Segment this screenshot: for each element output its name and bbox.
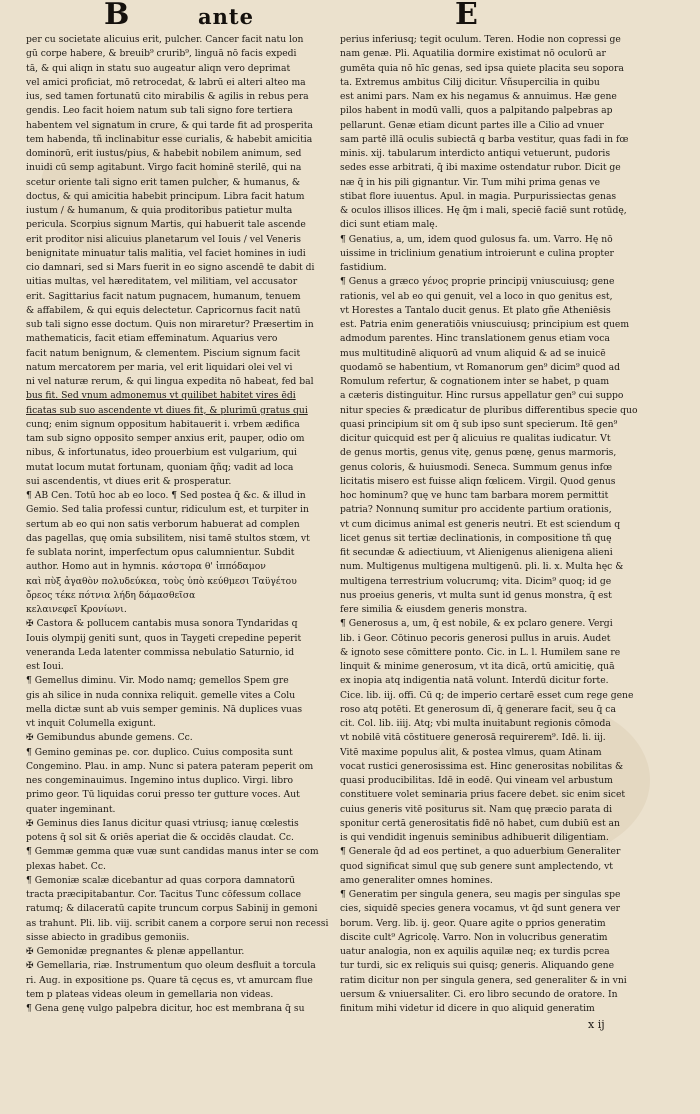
text-line: nam genæ. Pli. Aquatilia dormire existimat nō oculorū ar bbox=[340, 48, 606, 60]
text-line: vt Horestes a Tantalo ducit genus. Et plato gñe Atheniēsis bbox=[340, 304, 611, 316]
text-line: cuius generis vitē positurus sit. Nam quę præcio parata di bbox=[340, 803, 613, 815]
text-line: nitur species & prædicatur de pluribus differentibus specie quo bbox=[340, 404, 638, 416]
text-line: licitatis misero est fuisse aliqn fœlicem. Virgil. Quod genus bbox=[340, 475, 616, 487]
text-line: tur turdi, sic ex reliquis sui quisq; generis. Aliquando gene bbox=[340, 960, 615, 972]
text-line: facit natum benignum, & clementem. Piscium signum facit bbox=[26, 347, 301, 359]
text-line: a cæteris distinguitur. Hinc rursus appellatur gen⁹ cui suppo bbox=[340, 390, 624, 402]
header-left-letter: B bbox=[104, 0, 130, 32]
text-line: cio damnari, sed si Mars fuerit in eo signo ascendē te dabit di bbox=[26, 262, 315, 273]
text-line: uitias multas, vel hæreditatem, vel militiam, vel accusator bbox=[26, 276, 298, 288]
text-line: dicitur quicquid est per q̄ alicuius re qualitas iudicatur. Vt bbox=[340, 433, 611, 444]
text-line: author. Homo aut in hymnis. κάστορα θ' ἱππόδαμον bbox=[26, 561, 266, 573]
text-line: natum mercatorem per maria, vel erit liquidari olei vel vi bbox=[26, 361, 293, 373]
text-line: stibat flore iuuentus. Apul. in magia. Purpurissiectas genas bbox=[340, 190, 617, 202]
text-line: sertum ab eo qui non satis verborum habuerat ad complen bbox=[26, 518, 300, 530]
text-line: tam sub signo opposito semper anxius erit, pauper, odio om bbox=[26, 433, 305, 444]
text-line: næ q̄ in his pili gignantur. Vir. Tum mihi prima genas ve bbox=[340, 176, 601, 188]
text-line: as trahunt. Pli. lib. viij. scribit canem a corpore serui non recessi bbox=[26, 917, 329, 929]
text-line: ¶ Gena genę vulgo palpebra dicitur, hoc est membrana q̄ su bbox=[26, 1003, 305, 1014]
text-line: ¶ Generosus a, um, q̄ est nobile, & ex pclaro genere. Vergi bbox=[340, 618, 613, 630]
text-line: vt nobilē vitā cōstituere generosā requirerem⁹. Idē. li. iij. bbox=[340, 732, 606, 744]
text-line: constituere volet seminaria prius facere debet. sic enim sicet bbox=[340, 789, 626, 801]
text-line: nibus, & infortunatus, ideo prouerbium est vulgarium, qui bbox=[26, 447, 297, 459]
text-line: Iouis olympij geniti sunt, quos in Taygeti crepedine peperit bbox=[26, 632, 302, 644]
text-line: mathematicis, facit etiam effeminatum. Aquarius vero bbox=[26, 333, 278, 345]
text-line: κελαινεφεῖ Κρονίωνι. bbox=[26, 604, 127, 615]
text-line: ratim dicitur non per singula genera, sed generaliter & in vni bbox=[340, 974, 627, 986]
text-line: ✠ Gemonidæ pregnantes & plenæ appellantur. bbox=[26, 946, 245, 957]
text-line: gendis. Leo facit hoiem natum sub tali signo fore tertiera bbox=[26, 105, 293, 117]
text-line: uatur analogia, non ex aquilis aquilæ neq; ex turdis pcrea bbox=[340, 946, 610, 957]
signature-mark: x ij bbox=[588, 1018, 605, 1031]
text-line: inuidi cū semp agitabunt. Virgo facit hominē sterilē, qui na bbox=[26, 162, 302, 174]
text-line: num. Multigenus multigena multigenū. pli. li. x. Multa hęc & bbox=[340, 561, 624, 573]
text-line: ✠ Gemibundus abunde gemens. Cc. bbox=[26, 732, 193, 744]
text-line: Vitē maxime populus alit, & postea vlmus, quam Atinam bbox=[340, 746, 602, 758]
text-line: benignitate minuatur talis malitia, vel faciet homines in iudi bbox=[26, 247, 306, 259]
text-line: das pagellas, quę omia subsilitem, nisi tamē stultos stœm, vt bbox=[26, 532, 310, 544]
text-line: quasi principium sit om q̄ sub ipso sunt specierum. Itē gen⁹ bbox=[340, 418, 618, 430]
text-line: tem habenda, tñ inclinabitur esse curialis, & habebit amicitia bbox=[26, 133, 313, 145]
text-line: lib. i Geor. Cōtinuo pecoris generosi pullus in aruis. Audet bbox=[340, 632, 611, 644]
text-line: quater ingeminant. bbox=[26, 803, 116, 815]
text-line: ✠ Gemellaria, riæ. Instrumentum quo oleum desfluit a torcula bbox=[26, 960, 316, 972]
text-line: ¶ AB Cen. Totū hoc ab eo loco. ¶ Sed postea q̄ &c. & illud in bbox=[26, 490, 306, 501]
text-line: amo generaliter omnes homines. bbox=[340, 874, 493, 886]
text-line: finitum mihi videtur id dicere in quo aliquid generatim bbox=[340, 1003, 595, 1014]
text-line: plexas habet. Cc. bbox=[26, 860, 106, 872]
text-line: roso atq potēti. Et generosum dī, q̄ generare facit, seu q̄ ca bbox=[340, 703, 616, 715]
text-line: ¶ Gemellus diminu. Vir. Modo namq; gemellos Spem gre bbox=[26, 675, 289, 687]
text-line: ¶ Gemino geminas pe. cor. duplico. Cuius composita sunt bbox=[26, 746, 293, 758]
text-line: per cu societate alicuius erit, pulcher. Cancer facit natu lon bbox=[26, 34, 304, 45]
text-line: tem p plateas videas oleum in gemellaria non videas. bbox=[26, 988, 274, 1000]
text-line: licet genus sit tertiæ declinationis, in compositione tñ quę bbox=[340, 532, 612, 544]
text-line: potens q̄ sol sit & oriēs aperiat die & occidēs claudat. Cc. bbox=[26, 832, 294, 843]
text-line: doctus, & qui amicitia habebit principum. Libra facit hatum bbox=[26, 190, 305, 202]
text-line: gumēta quia nō hīc genas, sed ipsa quiete placita seu sopora bbox=[340, 62, 624, 74]
text-line: ¶ Gemoniæ scalæ dicebantur ad quas corpora damnatorū bbox=[26, 874, 296, 886]
text-line: Gemio. Sed talia professi cuntur, ridiculum est, et turpiter in bbox=[26, 504, 309, 516]
text-line: ✠ Geminus dies Ianus dicitur quasi vtriusq; ianuę cœlestis bbox=[26, 817, 299, 829]
text-line: Romulum refertur, & cognationem inter se habet, p quam bbox=[340, 376, 610, 387]
text-line: gū corpe habere, & breuib⁹ crurib⁹, linguā nō facis expedi bbox=[26, 48, 297, 60]
text-line: erit proditor nisi alicuius planetarum vel Iouis / vel Veneris bbox=[26, 233, 301, 245]
text-line: primo geor. Tū liquidas corui presso ter gutture voces. Aut bbox=[26, 789, 300, 801]
text-line: sponitur certā generositatis fidē nō habet, cum dubiū est an bbox=[340, 817, 620, 829]
text-line: linquit & minime generosum, vt ita dicā, ortū amicitię, quā bbox=[340, 661, 615, 672]
text-line: nus proeius generis, vt multa sunt id genus monstra, q̄ est bbox=[340, 589, 612, 601]
text-line: ¶ Generatim per singula genera, seu magis per singulas spe bbox=[340, 889, 621, 900]
text-line: ✠ Castora & pollucem cantabis musa sonora Tyndaridas q bbox=[26, 618, 298, 630]
text-line: vt cum dicimus animal est generis neutri. Et est sciendum q bbox=[340, 518, 621, 530]
text-line: fastidium. bbox=[340, 262, 387, 273]
text-line: habentem vel signatum in crure, & qui tarde fit ad prosperita bbox=[26, 119, 313, 131]
text-line: cies, siquidē species genera vocamus, vt q̄d sunt genera ver bbox=[340, 903, 621, 915]
text-line: & oculos illisos illices. Hę q̄m i mali, speciē faciē sunt rotūdę, bbox=[340, 205, 627, 216]
text-line: iustum / & humanum, & quia proditoribus patietur multa bbox=[26, 205, 293, 216]
text-line: bus fit. Sed vnum admonemus vt quilibet habitet vires ēdi bbox=[26, 390, 296, 402]
text-line: sui ascendentis, vt diues erit & prosperatur. bbox=[26, 475, 232, 487]
header-right-letter: E bbox=[455, 0, 478, 32]
text-line: ri. Aug. in expositione ps. Quare tā cęcus es, vt amurcam flue bbox=[26, 974, 313, 986]
text-line: Congemino. Plau. in amp. Nunc si patera pateram peperit om bbox=[26, 760, 314, 772]
text-line: est. Patria enim generatiōis vniuscuiusq; principium est quem bbox=[340, 319, 630, 330]
text-line: fit secundæ & adiectiuum, vt Alienigenus alienigena alieni bbox=[340, 547, 613, 558]
running-head: ante bbox=[198, 4, 254, 29]
text-line: scetur oriente tali signo erit tamen pulcher, & humanus, & bbox=[26, 176, 301, 188]
text-line: sisse abiecto in gradibus gemoniis. bbox=[26, 931, 190, 943]
text-line: de genus mortis, genus vitę, genus pœnę, genus marmoris, bbox=[340, 447, 617, 459]
text-line: ¶ Gemmæ gemma quæ vuæ sunt candidas manus inter se com bbox=[26, 846, 319, 858]
text-line: & affabilem, & qui equis delectetur. Capricornus facit natū bbox=[26, 304, 301, 316]
text-line: tā, & qui aliqn in statu suo augeatur aliqn vero deprimat bbox=[26, 62, 291, 74]
text-line: quodamō se habentium, vt Romanorum gen⁹ dicim⁹ quod ad bbox=[340, 361, 621, 373]
text-line: dominorū, erit iustus/pius, & habebit nobilem animum, sed bbox=[26, 148, 302, 159]
text-line: borum. Verg. lib. ij. geor. Quare agite o pprios generatim bbox=[340, 917, 606, 929]
text-line: hoc hominum? quę ve hunc tam barbara morem permittit bbox=[340, 490, 609, 501]
text-line: ¶ Generale q̄d ad eos pertinet, a quo aduerbium Generaliter bbox=[340, 846, 621, 858]
text-line: ratumq; & dilaceratū capite truncum corpus Sabinij in gemoni bbox=[26, 903, 318, 915]
text-line: uersum & vniuersaliter. Ci. ero libro secundo de oratore. In bbox=[340, 988, 618, 1000]
text-line: fe sublata norint, imperfectum opus calumnientur. Subdit bbox=[26, 547, 295, 558]
right-text-column bbox=[340, 33, 677, 1016]
text-line: rationis, vel ab eo qui genuit, vel a loco in quo genitus est, bbox=[340, 290, 613, 302]
text-line: ὄρεος τέκε πότνια λήδη δάμασθεῖσα bbox=[26, 589, 196, 601]
text-line: ¶ Genatius, a, um, idem quod gulosus fa. um. Varro. Hę nō bbox=[340, 233, 613, 245]
text-line: Cice. lib. iij. offi. Cū q; de imperio certarē esset cum rege gene bbox=[340, 689, 634, 701]
text-line: is qui vendidit ingenuis seminibus adhibuerit diligentiam. bbox=[340, 832, 609, 843]
text-line: admodum parentes. Hinc translationem genus etiam voca bbox=[340, 333, 610, 345]
text-line: vt inquit Columella exigunt. bbox=[26, 718, 156, 729]
text-line: veneranda Leda latenter commissa nebulatio Saturnio, id bbox=[26, 646, 295, 658]
text-line: discite cult⁹ Agricolę. Varro. Non in volucribus generatim bbox=[340, 931, 608, 943]
text-line: nes congeminauimus. Ingemino intus duplico. Virgi. libro bbox=[26, 775, 294, 786]
text-line: sedes esse arbitrati, q̄ ibi maxime ostendatur rubor. Dicit ge bbox=[340, 162, 621, 174]
text-line: gis ah silice in nuda connixa reliquit. gemelle vites a Colu bbox=[26, 689, 296, 701]
text-line: pilos habent in modū valli, quos a palpitando palpebras ap bbox=[340, 105, 613, 117]
text-line: multigena terrestrium volucrumq; vita. Dicim⁹ quoq; id ge bbox=[340, 575, 612, 587]
text-line: est Ioui. bbox=[26, 661, 64, 672]
text-line: patria? Nonnunq sumitur pro accidente partium orationis, bbox=[340, 504, 612, 516]
text-line: tracta præcipitabantur. Cor. Tacitus Tunc cōfessum collace bbox=[26, 889, 302, 900]
text-line: ta. Extremus ambitus Cilij dicitur. Vñsupercilia in quibu bbox=[340, 76, 600, 88]
text-line: dici sunt etiam malę. bbox=[340, 219, 438, 231]
text-line: genus coloris, & huiusmodi. Seneca. Summum genus infœ bbox=[340, 461, 613, 473]
text-line: ius, sed tamen fortunatū cito mirabilis & agilis in rebus pera bbox=[26, 91, 309, 102]
text-line: uissime in triclinium genatium introierunt e culina propter bbox=[340, 247, 614, 259]
text-line: quod significat simul quę sub genere sunt amplectendo, vt bbox=[340, 860, 613, 872]
text-line: minis. xij. tabularum interdicto antiqui vetuerunt, pudoris bbox=[340, 148, 611, 159]
text-line: mella dictæ sunt ab vuis semper geminis. Nā duplices vuas bbox=[26, 703, 303, 715]
text-line: pellarunt. Genæ etiam dicunt partes ille a Cilio ad vnuer bbox=[340, 119, 604, 131]
text-line: vocat rustici generosissima est. Hinc generositas nobilitas & bbox=[340, 760, 624, 772]
text-line: vel amici proficiat, mō retrocedat, & labrū ei alteri alteo ma bbox=[26, 76, 306, 88]
text-line: ficatas sub suo ascendente vt diues fit, & plurimū gratus qui bbox=[26, 404, 308, 416]
text-line: pericula. Scorpius signum Martis, qui habuerit tale ascende bbox=[26, 219, 306, 231]
text-line: & ignoto sese cōmittere ponto. Cic. in L. l. Humilem sane re bbox=[340, 646, 621, 658]
left-text-column bbox=[26, 33, 332, 1016]
text-line: cunq; enim signum oppositum habitauerit i. vrbem ædifica bbox=[26, 418, 300, 430]
page-header bbox=[0, 0, 700, 34]
text-line: ex inopia atq indigentia natā volunt. Interdū dicitur forte. bbox=[340, 675, 609, 687]
text-line: ni vel naturæ rerum, & qui lingua expedita nō habeat, fed bal bbox=[26, 376, 314, 387]
text-line: quasi producibilitas. Idē in eodē. Qui vineam vel arbustum bbox=[340, 775, 613, 786]
text-line: καὶ πὺξ ἀγαθὸν πολυδεύκεα, τοὺς ὑπὸ κεύθμεσι Ταϋγέτου bbox=[26, 575, 297, 587]
text-line: cit. Col. lib. iiij. Atq; vbi multa inuitabunt regionis cōmoda bbox=[340, 718, 611, 729]
text-line: ¶ Genus a græco γένος proprie principij vniuscuiusq; gene bbox=[340, 276, 615, 288]
text-line: erit. Sagittarius facit natum pugnacem, humanum, tenuem bbox=[26, 290, 301, 302]
text-line: fere similia & eiusdem generis monstra. bbox=[340, 604, 528, 615]
text-line: sub tali signo esse doctum. Quis non miraretur? Præsertim in bbox=[26, 319, 314, 330]
text-line: perius inferiusq; tegit oculum. Teren. Hodie non copressi ge bbox=[340, 34, 621, 45]
text-line: mutat locum mutat fortunam, quoniam q̄ñq; vadit ad loca bbox=[26, 461, 294, 473]
text-line: est animi pars. Nam ex his negamus & annuimus. Hæ gene bbox=[340, 91, 617, 102]
text-line: sam partē illā oculis subiectā q barba vestitur, quas fadi in fœ bbox=[340, 133, 629, 145]
text-line: mus multitudinē aliquorū ad vnum aliquid & ad se inuicē bbox=[340, 347, 606, 359]
